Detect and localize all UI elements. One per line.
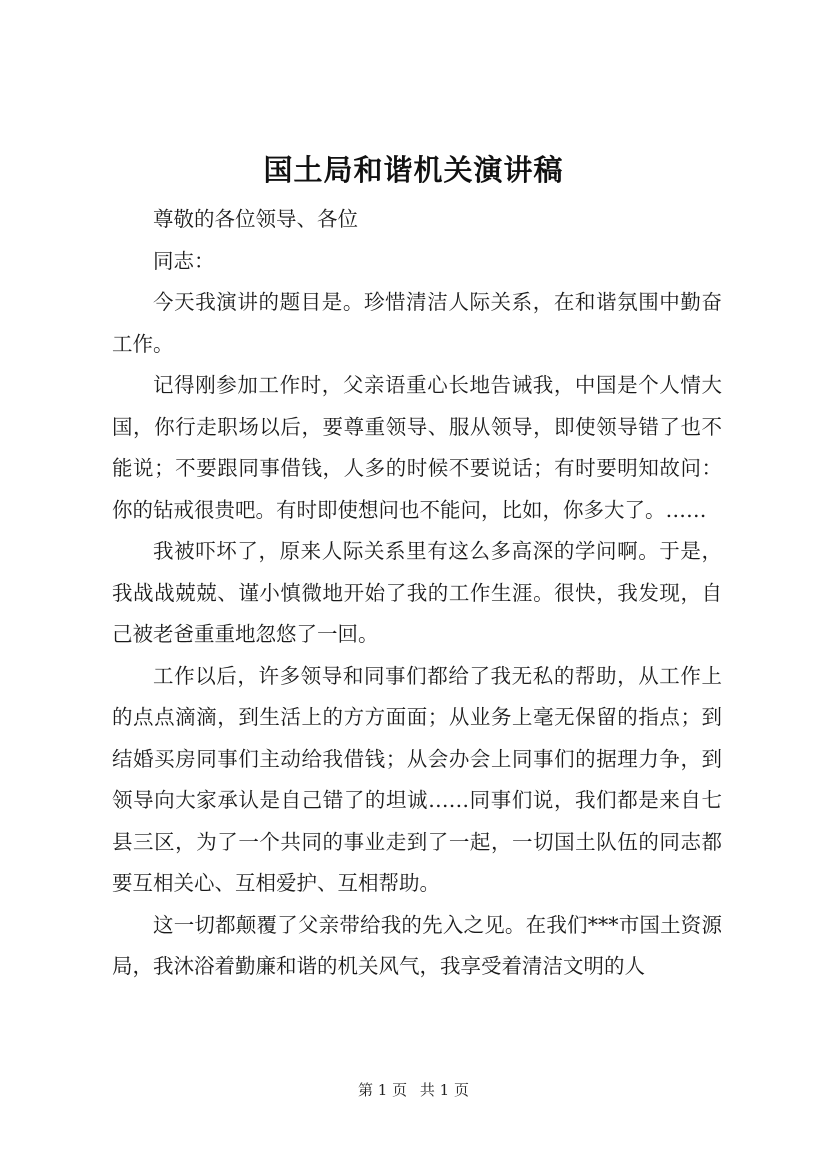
paragraph-salutation-cont: 同志： bbox=[153, 248, 215, 273]
paragraph-salutation: 尊敬的各位领导、各位 bbox=[153, 207, 358, 231]
document-title: 国土局和谐机关演讲稿 bbox=[263, 153, 564, 187]
paragraph: 记得刚参加工作时，父亲语重心长地告诫我，中国是个人情大国，你行走职场以后，要尊重领导、服从领导，即使领导错了也不能说；不要跟同事借钱，人多的时候不要说话；有时要明知故问：你的钻戒很贵吧。有时即使想问也不能问，比如，你多大了。…… bbox=[112, 373, 722, 522]
paragraph: 我被吓坏了，原来人际关系里有这么多高深的学问啊。于是，我战战兢兢、谨小慎微地开始了我的工作生涯。很快，我发现，自己被老爸重重地忽悠了一回。 bbox=[112, 539, 722, 646]
page-number: 第 1 页 bbox=[358, 1081, 408, 1099]
page-total: 共 1 页 bbox=[419, 1081, 469, 1099]
paragraph: 工作以后，许多领导和同事们都给了我无私的帮助，从工作上的点点滴滴，到生活上的方方面面；从业务上毫无保留的指点；到结婚买房同事们主动给我借钱；从会办会上同事们的据理力争，到领导向大家承认是自己错了的坦诚……同事们说，我们都是来自七县三区，为了一个共同的事业走到了一起，一切国土队伍的同志都要互相关心、互相爱护、互相帮助。 bbox=[112, 663, 722, 895]
page-footer bbox=[0, 1079, 827, 1100]
document-body bbox=[112, 199, 722, 988]
paragraph: 这一切都颠覆了父亲带给我的先入之见。在我们***市国土资源局，我沐浴着勤廉和谐的机关风气，我享受着清洁文明的人 bbox=[112, 912, 722, 978]
paragraph: 今天我演讲的题目是。珍惜清洁人际关系，在和谐氛围中勤奋工作。 bbox=[112, 290, 722, 356]
